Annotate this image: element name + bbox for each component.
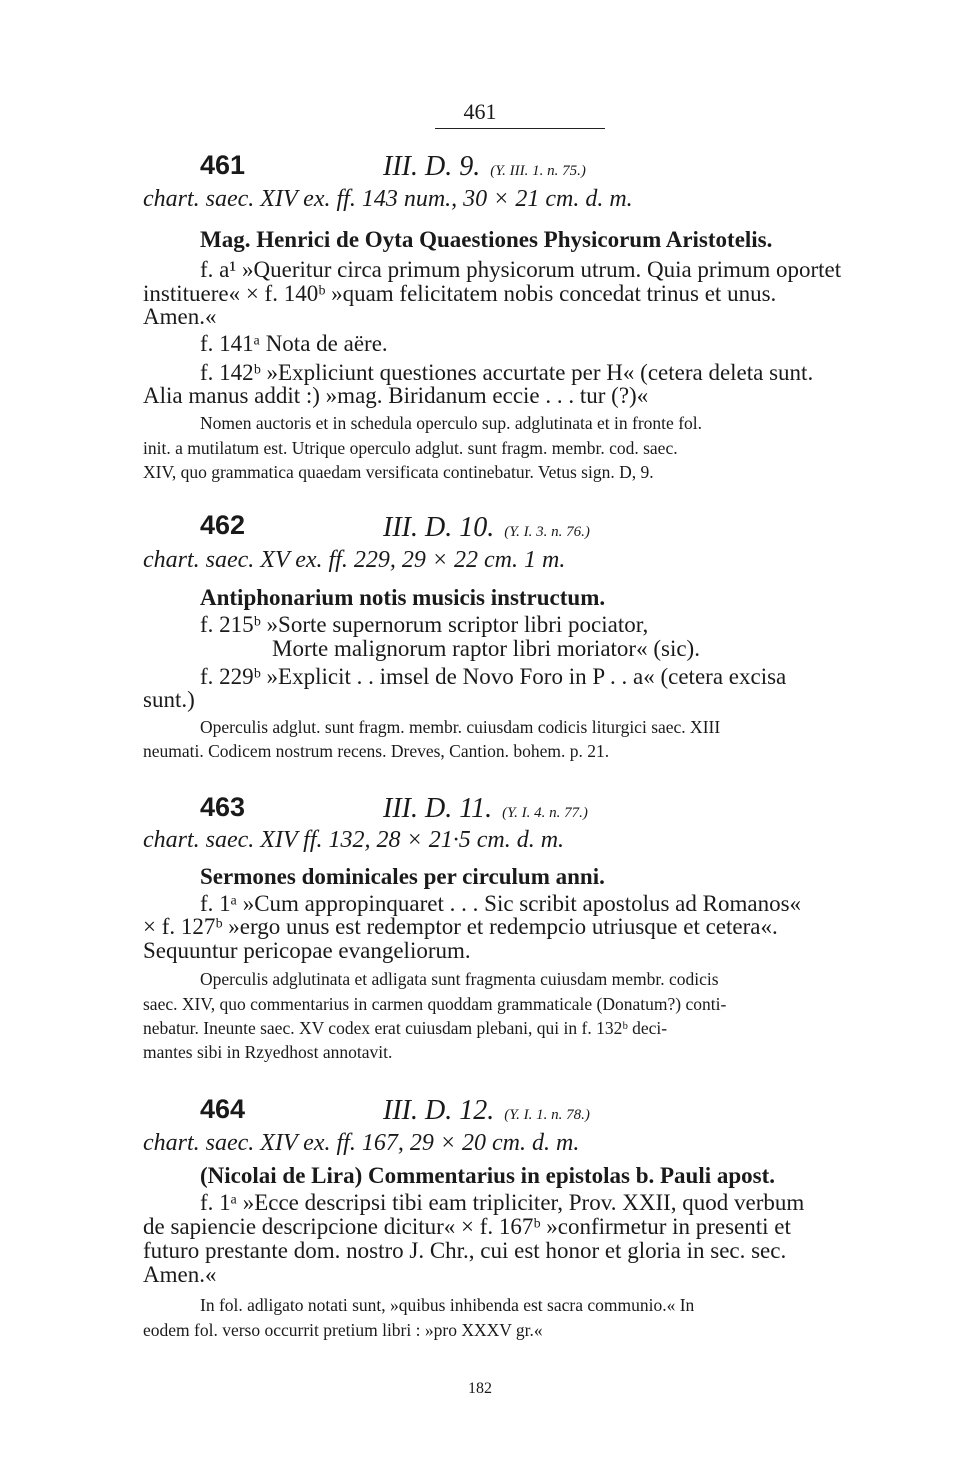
- entry-line: f. 142ᵇ »Expliciunt questiones accurtate per H« (cetera deleta sunt.: [200, 360, 814, 385]
- entry-note: eodem fol. verso occurrit pretium libri : »pro XXXV gr.«: [143, 1320, 543, 1340]
- entry-signature: III. D. 12. (Y. I. 1. n. 78.): [383, 1095, 590, 1126]
- entry-note: mantes sibi in Rzyedhost annotavit.: [143, 1042, 393, 1062]
- entry-meta: chart. saec. XV ex. ff. 229, 29 × 22 cm. 1 m.: [143, 547, 566, 573]
- entry-line: f. a¹ »Queritur circa primum physicorum utrum. Quia primum oportet: [200, 257, 842, 282]
- entry-line: Alia manus addit :) »mag. Biridanum eccie . . . tur (?)«: [143, 383, 649, 408]
- entry-line: Sequuntur pericopae evangeliorum.: [143, 938, 471, 963]
- entry-number: 464: [200, 1094, 246, 1124]
- entry-note: saec. XIV, quo commentarius in carmen quoddam grammaticale (Donatum?) conti-: [143, 994, 727, 1014]
- entry-line: f. 229ᵇ »Explicit . . imsel de Novo Foro in P . . a« (cetera excisa: [200, 664, 787, 689]
- entry-note: neumati. Codicem nostrum recens. Dreves, Cantion. bohem. p. 21.: [143, 741, 610, 761]
- entry-line: f. 141ᵃ Nota de aëre.: [200, 331, 388, 356]
- entry-note: Operculis adglutinata et adligata sunt fragmenta cuiusdam membr. codicis: [200, 969, 719, 989]
- entry-note: init. a mutilatum est. Utrique operculo adglut. sunt fragm. membr. cod. saec.: [143, 438, 678, 458]
- old-signature: (Y. III. 1. n. 75.): [490, 163, 586, 179]
- footer-page-number: 182: [468, 1380, 492, 1397]
- entry-line: futuro prestante dom. nostro J. Chr., cui est honor et gloria in sec. sec.: [143, 1238, 787, 1263]
- entry-number: 461: [200, 150, 246, 180]
- entry-note: Nomen auctoris et in schedula operculo sup. adglutinata et in fronte fol.: [200, 413, 703, 433]
- old-signature: (Y. I. 3. n. 76.): [504, 524, 590, 540]
- entry-number: 463: [200, 792, 246, 822]
- entry-meta: chart. saec. XIV ex. ff. 167, 29 × 20 cm. d. m.: [143, 1130, 580, 1156]
- entry-meta: chart. saec. XIV ff. 132, 28 × 21·5 cm. d. m.: [143, 827, 565, 853]
- entry-signature: III. D. 11. (Y. I. 4. n. 77.): [383, 793, 588, 824]
- old-signature: (Y. I. 4. n. 77.): [502, 805, 588, 821]
- entry-line: sunt.): [143, 687, 195, 712]
- entry-line: f. 1ᵃ »Ecce descripsi tibi eam tripliciter, Prov. XXII, quod verbum: [200, 1190, 805, 1215]
- entry-signature: III. D. 10. (Y. I. 3. n. 76.): [383, 512, 590, 543]
- entry-note: XIV, quo grammatica quaedam versificata continebatur. Vetus sign. D, 9.: [143, 462, 654, 482]
- header-rule: [435, 128, 605, 129]
- entry-line: Morte malignorum raptor libri moriator« (sic).: [272, 636, 700, 661]
- entry-note: In fol. adligato notati sunt, »quibus inhibenda est sacra communio.« In: [200, 1295, 695, 1315]
- entry-line: f. 215ᵇ »Sorte supernorum scriptor libri pociator,: [200, 612, 649, 637]
- entry-line: × f. 127ᵇ »ergo unus est redemptor et redempcio utriusque et cetera«.: [143, 914, 778, 939]
- entry-signature: III. D. 9. (Y. III. 1. n. 75.): [383, 151, 586, 182]
- entry-line: de sapiencie descripcione dicitur« × f. 167ᵇ »confirmetur in presenti et: [143, 1214, 791, 1239]
- entry-line: Amen.«: [143, 1262, 217, 1287]
- entry-line: f. 1ᵃ »Cum appropinquaret . . . Sic scribit apostolus ad Romanos«: [200, 891, 802, 916]
- entry-number: 462: [200, 510, 246, 540]
- entry-note: Operculis adglut. sunt fragm. membr. cuiusdam codicis liturgici saec. XIII: [200, 717, 721, 737]
- entry-line: instituere« × f. 140ᵇ »quam felicitatem nobis concedat trinus et unus.: [143, 281, 777, 306]
- entry-line: Amen.«: [143, 304, 217, 329]
- entry-title: Antiphonarium notis musicis instructum.: [200, 585, 606, 610]
- entry-title: (Nicolai de Lira) Commentarius in epistolas b. Pauli apost.: [200, 1163, 776, 1188]
- entry-title: Mag. Henrici de Oyta Quaestiones Physicorum Aristotelis.: [200, 227, 773, 252]
- entry-note: nebatur. Ineunte saec. XV codex erat cuiusdam plebani, qui in f. 132ᵇ deci-: [143, 1018, 668, 1038]
- entry-meta: chart. saec. XIV ex. ff. 143 num., 30 × 21 cm. d. m.: [143, 186, 633, 212]
- entry-title: Sermones dominicales per circulum anni.: [200, 864, 605, 889]
- old-signature: (Y. I. 1. n. 78.): [504, 1107, 590, 1123]
- running-page-number: 461: [463, 99, 497, 124]
